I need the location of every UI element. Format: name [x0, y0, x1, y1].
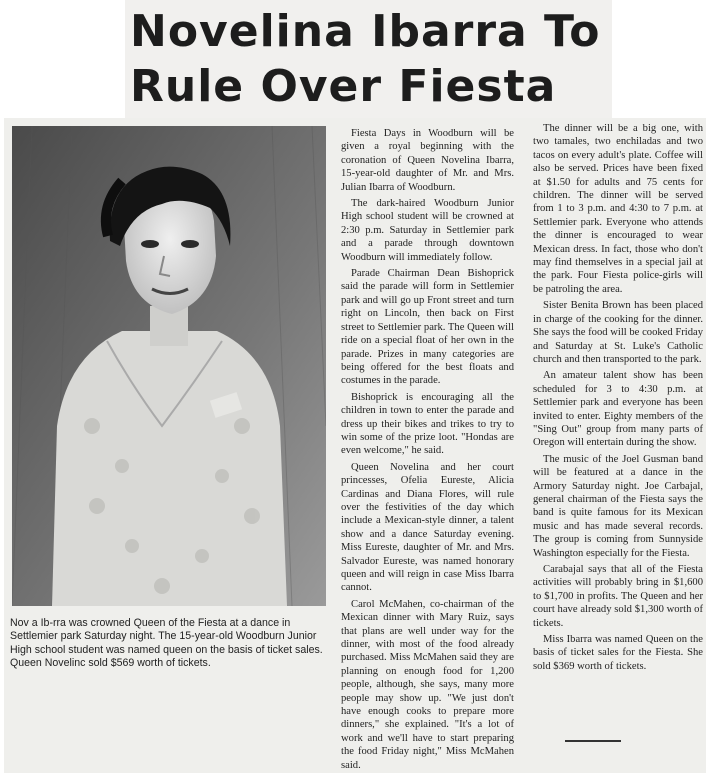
article-column-1	[341, 127, 514, 775]
column-1-paragraph: The dark-haired Woodburn Junior High school student will be crowned at 2:30 p.m. Saturday in Settlemier park and a parade through downtown Woodburn will immediately follow.	[341, 198, 514, 263]
column-2-paragraph: The dinner will be a big one, with two tamales, two enchiladas and two tacos on every adult's plate. Coffee will also be served. Prices have been fixed at $1.50 for adults and 75 cents for children. The dinner will be served from 1 to 3 p.m. and 4:30 to 7 p.m. at Settlemier park. Everyone who attends the dinner is encouraged to wear Mexican dress. In fact, those who don't may find themselves in a special jail at the park. Four Fiesta police-girls will be patroling the area.	[533, 123, 703, 295]
headline-line-1: Novelina Ibarra To	[130, 6, 601, 57]
article-column-2	[533, 122, 703, 676]
queen-portrait-image	[12, 126, 326, 606]
column-2-paragraph: Carabajal says that all of the Fiesta activities will probably bring in $1,600 to $1,700 in profits. The Queen and her court have already sold $1,300 worth of tickets.	[533, 564, 703, 629]
photo-caption: Nov a Ib-rra was crowned Queen of the Fiesta at a dance in Settlemier park Saturday night. The 15-year-old Woodburn Junior High school student was named queen on the basis of ticket sales. Queen Novelinc sold $569 worth of tickets.	[10, 617, 323, 670]
column-1-paragraph: Bishoprick is encouraging all the children in town to enter the parade and dress up their bikes and trikes to try to win some of the prize loot. "Hondas are even welcome," he said.	[341, 391, 514, 457]
column-2-paragraph: An amateur talent show has been scheduled for 3 to 4:30 p.m. at Settlemier park and everyone has been invited to enter. Eighty members of the "Sing Out" group from many parts of Oregon will entertain during the show.	[533, 370, 703, 449]
column-2-paragraph: Miss Ibarra was named Queen on the basis of ticket sales for the Fiesta. She sold $369 worth of tickets.	[533, 634, 703, 672]
column-1-paragraph: Carol McMahen, co-chairman of the Mexican dinner with Mary Ruiz, says that plans are well under way for the dinner, with most of the food already purchased. Miss McMahen said they are planning on enough food for 1,200 people, although, she says, many more people may show up. "We just don't have enough cooks to prepare more dinners," she explained. "It's a lot of work and we'll have to start preparing the food Friday night," Miss McMahen said.	[341, 598, 514, 771]
column-1-paragraph: Fiesta Days in Woodburn will be given a royal beginning with the coronation of Queen Novelina Ibarra, 15-year-old daughter of Mr. and Mrs. Julian Ibarra of Woodburn.	[341, 128, 514, 193]
queen-photo	[12, 126, 326, 606]
column-1-paragraph: Parade Chairman Dean Bishoprick said the parade will form in Settlemier park and will go up Front street and turn right on Lincoln, then back on First street to Settlemier park. The Queen will ride on a special float of her own in the parade. Prizes in many categories are being offered for the best floats and costumes in the parade.	[341, 268, 514, 387]
end-rule-divider	[565, 740, 621, 742]
headline	[130, 4, 610, 114]
column-1-paragraph: Queen Novelina and her court princesses, Ofelia Eureste, Alicia Cardinas and Diana Flores, will rule over the festivities of the day which include a Mexican-style dinner, a talent show and a dance Saturday evening. Miss Eureste, daughter of Mr. and Mrs. Salvador Eureste, was named honorary queen and will reign in case Miss Ibarra cannot.	[341, 461, 514, 594]
headline-line-2: Rule Over Fiesta	[130, 61, 557, 112]
column-2-paragraph: The music of the Joel Gusman band will be featured at a dance in the Armory Saturday night. Joe Carbajal, general chairman of the Fiesta says the band is quite famous for its Mexican music and has made several records. The group is coming from Sunnyside Washington especially for the Fiesta.	[533, 453, 703, 559]
column-2-paragraph: Sister Benita Brown has been placed in charge of the cooking for the dinner. She says the food will be cooked Friday and Saturday at St. Luke's Catholic church and then transported to the park.	[533, 300, 703, 365]
